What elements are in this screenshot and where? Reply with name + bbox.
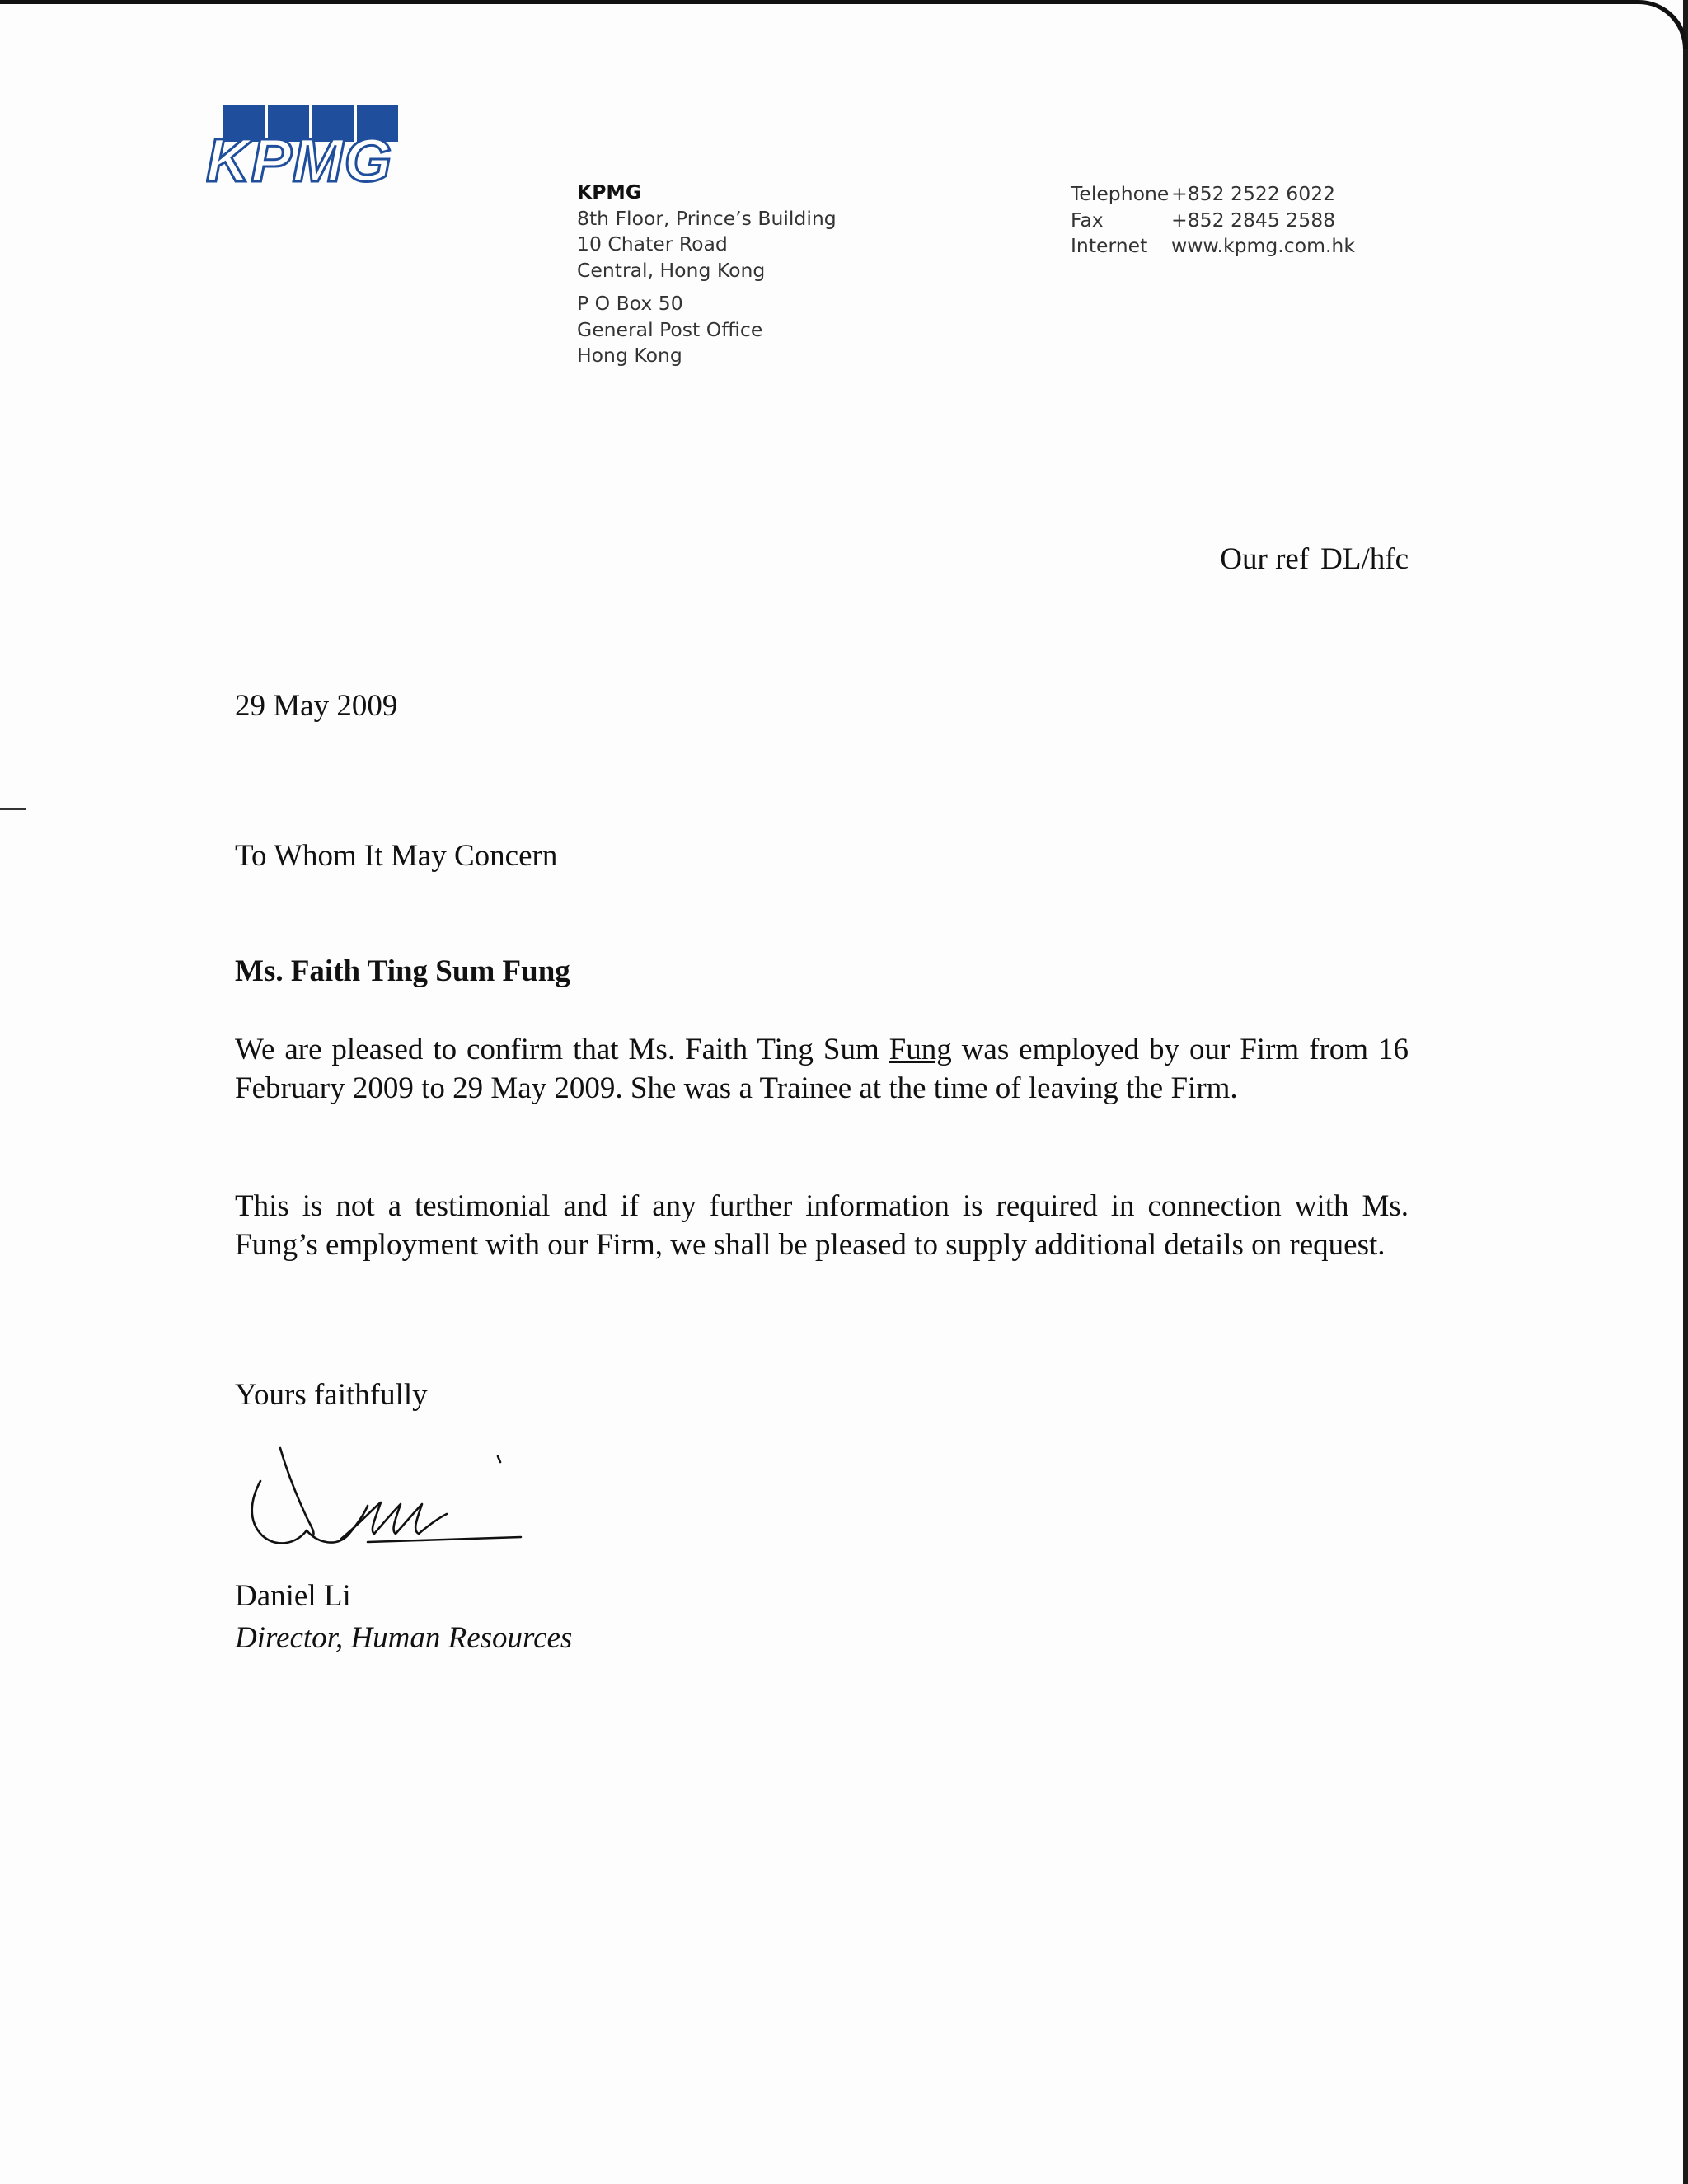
paragraph-1-start: We are pleased to confirm that Ms. Faith Ting Sum [235,1033,889,1066]
address-line: 10 Chater Road [577,232,728,255]
reference-label: Our ref [1220,542,1310,576]
telephone-value: +852 2522 6022 [1171,182,1336,205]
address-line: 8th Floor, Prince’s Building [577,206,837,230]
address-gap [577,284,837,291]
salutation: To Whom It May Concern [235,839,558,873]
scan-edge-right [1683,0,1688,2184]
scan-mark [0,808,26,810]
body-paragraph-1 [235,1030,1409,1108]
address-line: General Post Office [577,317,763,341]
address-line: P O Box 50 [577,292,683,315]
handwritten-signature [244,1438,532,1562]
internet-label: Internet [1071,234,1148,257]
body-paragraph-2: This is not a testimonial and if any further information is required in connection with Ms. Fung’s employment with our Firm, we shall be pleased to supply additional details on request. [235,1189,1409,1262]
signer-name: Daniel Li [235,1579,351,1613]
subject-line: Ms. Faith Ting Sum Fung [235,954,570,988]
reference-value: DL/hfc [1320,542,1409,576]
reference-line [1220,541,1409,577]
underlined-surname: Fung [889,1033,952,1066]
letter-date: 29 May 2009 [235,689,398,723]
fax-label: Fax [1071,208,1104,232]
paragraph-1-end: was employed by our Firm from 16 February 2009 to 29 May 2009. She was a Trainee at the time of leaving the Firm. [235,1033,1409,1105]
letterhead-contact [1071,181,1355,260]
telephone-label: Telephone [1071,182,1170,205]
firm-name: KPMG [577,180,642,204]
address-line: Hong Kong [577,344,682,367]
closing: Yours faithfully [235,1378,428,1412]
letterhead-address [577,180,837,369]
signer-title: Director, Human Resources [235,1621,573,1655]
internet-row [1071,233,1355,260]
scan-edge-corner [1556,0,1688,49]
internet-value: www.kpmg.com.hk [1171,234,1355,257]
fax-row [1071,208,1355,234]
scan-edge-top [0,0,1566,4]
kpmg-logo [206,102,424,188]
fax-value: +852 2845 2588 [1171,208,1336,232]
telephone-row [1071,181,1355,208]
address-line: Central, Hong Kong [577,258,766,282]
svg-text:KPMG: KPMG [206,126,392,188]
